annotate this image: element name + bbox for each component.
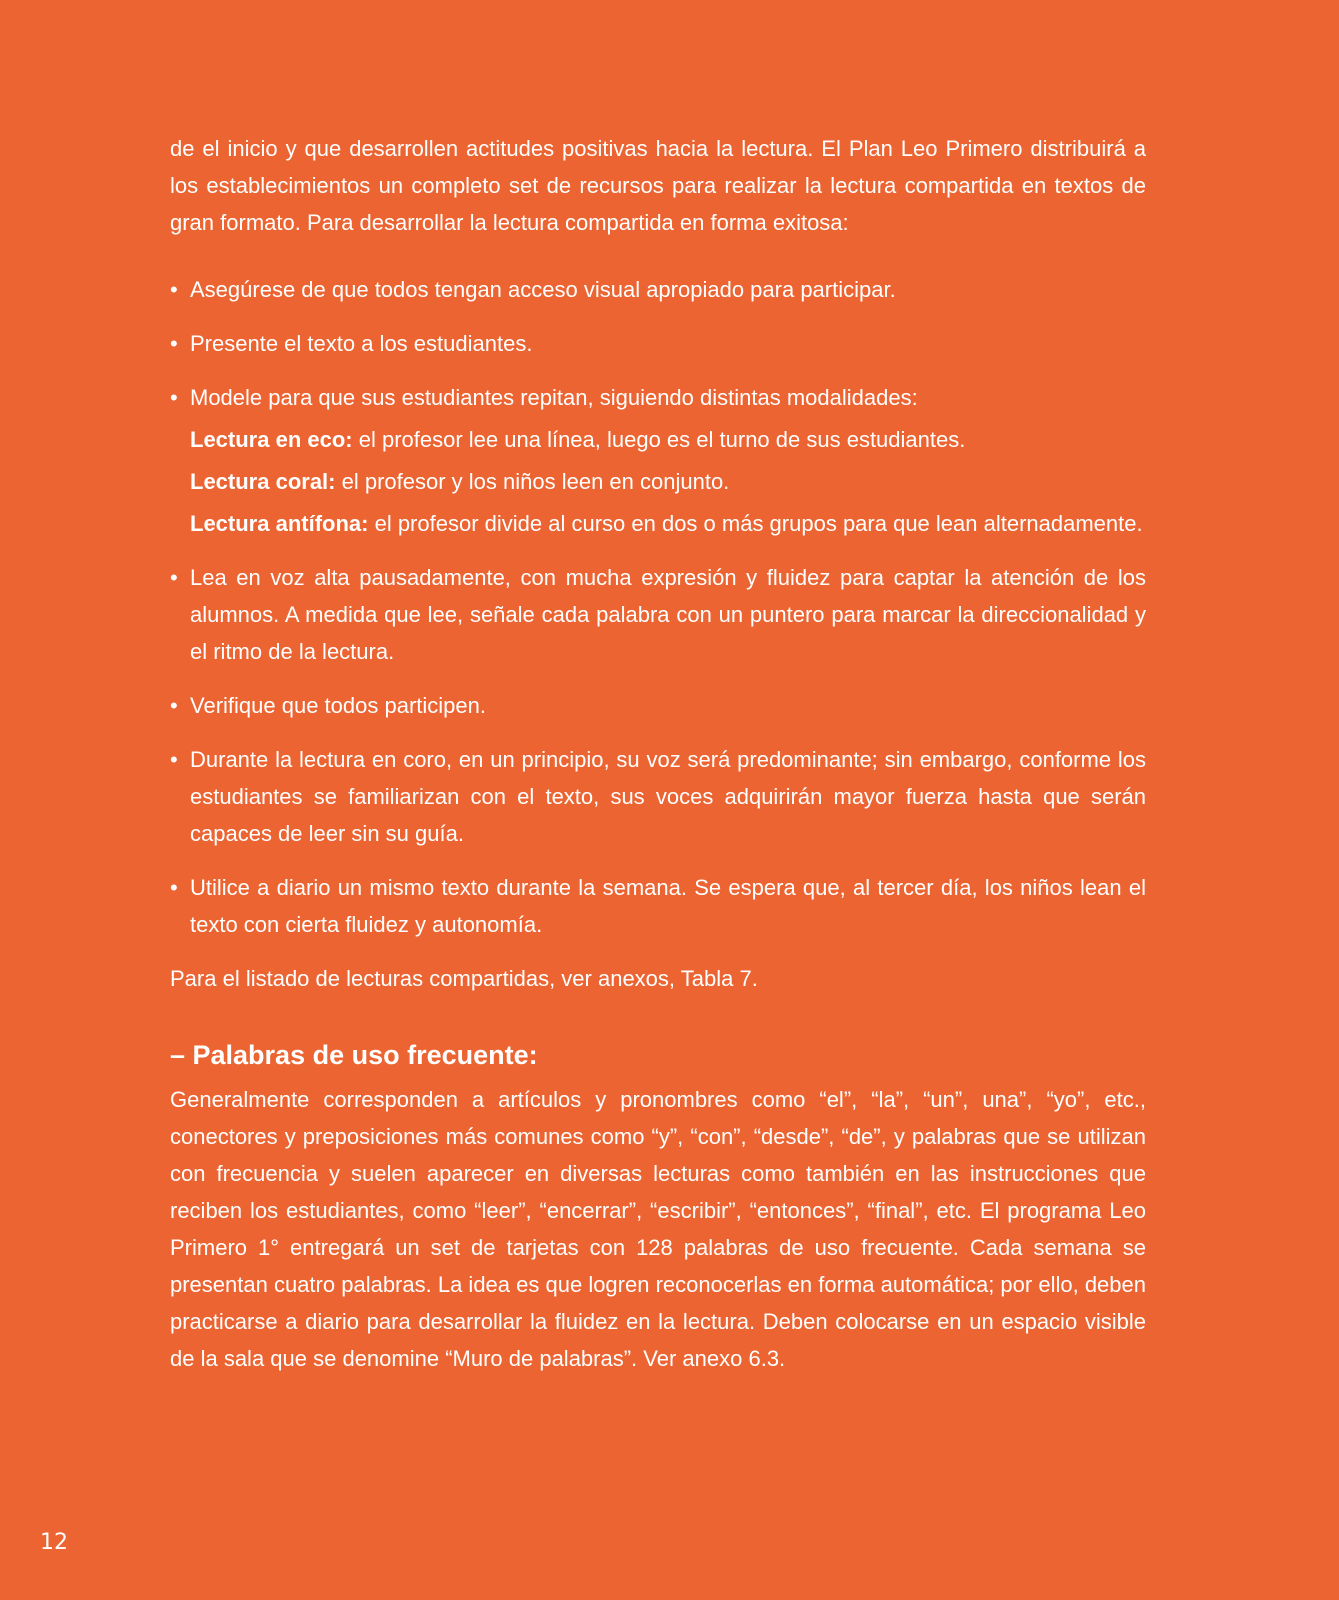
bullet-text: Verifique que todos participen. [190, 693, 486, 718]
bullet-text: Asegúrese de que todos tengan acceso visual apropiado para participar. [190, 277, 896, 302]
list-item [170, 687, 1146, 724]
list-item [170, 559, 1146, 670]
bullet-text: Presente el texto a los estudiantes. [190, 331, 533, 356]
bullet-text: Durante la lectura en coro, en un principio, su voz será predominante; sin embargo, conforme los estudiantes se familiarizan con el texto, sus voces adquirirán mayor fuerza hasta que serán capaces de leer sin su guía. [190, 747, 1146, 846]
closing-paragraph: Para el listado de lecturas compartidas, ver anexos, Tabla 7. [170, 966, 758, 991]
bullet-text: Modele para que sus estudiantes repitan, siguiendo distintas modalidades: [190, 385, 918, 410]
bullet-text: Lea en voz alta pausadamente, con mucha expresión y fluidez para captar la atención de los alumnos. A medida que lee, señale cada palabra con un puntero para marcar la direccionalidad y el ritmo de la lectura. [190, 565, 1146, 664]
mode-description: el profesor y los niños leen en conjunto. [335, 469, 730, 494]
mode-term: Lectura coral: [190, 469, 336, 494]
list-item [170, 271, 1146, 308]
mode-description: el profesor divide al curso en dos o más grupos para que lean alternadamente. [368, 511, 1143, 536]
page-content [170, 130, 1146, 1377]
mode-echo [190, 421, 1146, 458]
page-number: 12 [40, 1530, 68, 1555]
mode-antiphon [190, 505, 1146, 542]
section-body: Generalmente corresponden a artículos y pronombres como “el”, “la”, “un”, una”, “yo”, etc., conectores y preposiciones más comunes como “y”, “con”, “desde”, “de”, y palabras que se utilizan con frecuencia y suelen aparecer en diversas lecturas como también en las instrucciones que reciben los estudiantes, como “leer”, “encerrar”, “escribir”, “entonces”, “final”, etc. El programa Leo Primero 1° entregará un set de tarjetas con 128 palabras de uso frecuente. Cada semana se presentan cuatro palabras. La idea es que logren reconocerlas en forma automática; por ello, deben practicarse a diario para desarrollar la fluidez en la lectura. Deben colocarse en un espacio visible de la sala que se denomine “Muro de palabras”. Ver anexo 6.3. [170, 1087, 1146, 1371]
mode-choral [190, 463, 1146, 500]
list-item [170, 741, 1146, 852]
intro-paragraph: de el inicio y que desarrollen actitudes positivas hacia la lectura. El Plan Leo Primero distribuirá a los establecimientos un completo set de recursos para realizar la lectura compartida en textos de gran formato. Para desarrollar la lectura compartida en forma exitosa: [170, 136, 1146, 235]
mode-description: el profesor lee una línea, luego es el turno de sus estudiantes. [352, 427, 966, 452]
mode-term: Lectura antífona: [190, 511, 369, 536]
bullet-list [170, 271, 1146, 943]
section-heading: – Palabras de uso frecuente: [170, 1040, 538, 1070]
mode-term: Lectura en eco: [190, 427, 353, 452]
list-item [170, 379, 1146, 542]
list-item [170, 869, 1146, 943]
bullet-text: Utilice a diario un mismo texto durante la semana. Se espera que, al tercer día, los niños lean el texto con cierta fluidez y autonomía. [190, 875, 1146, 937]
list-item [170, 325, 1146, 362]
